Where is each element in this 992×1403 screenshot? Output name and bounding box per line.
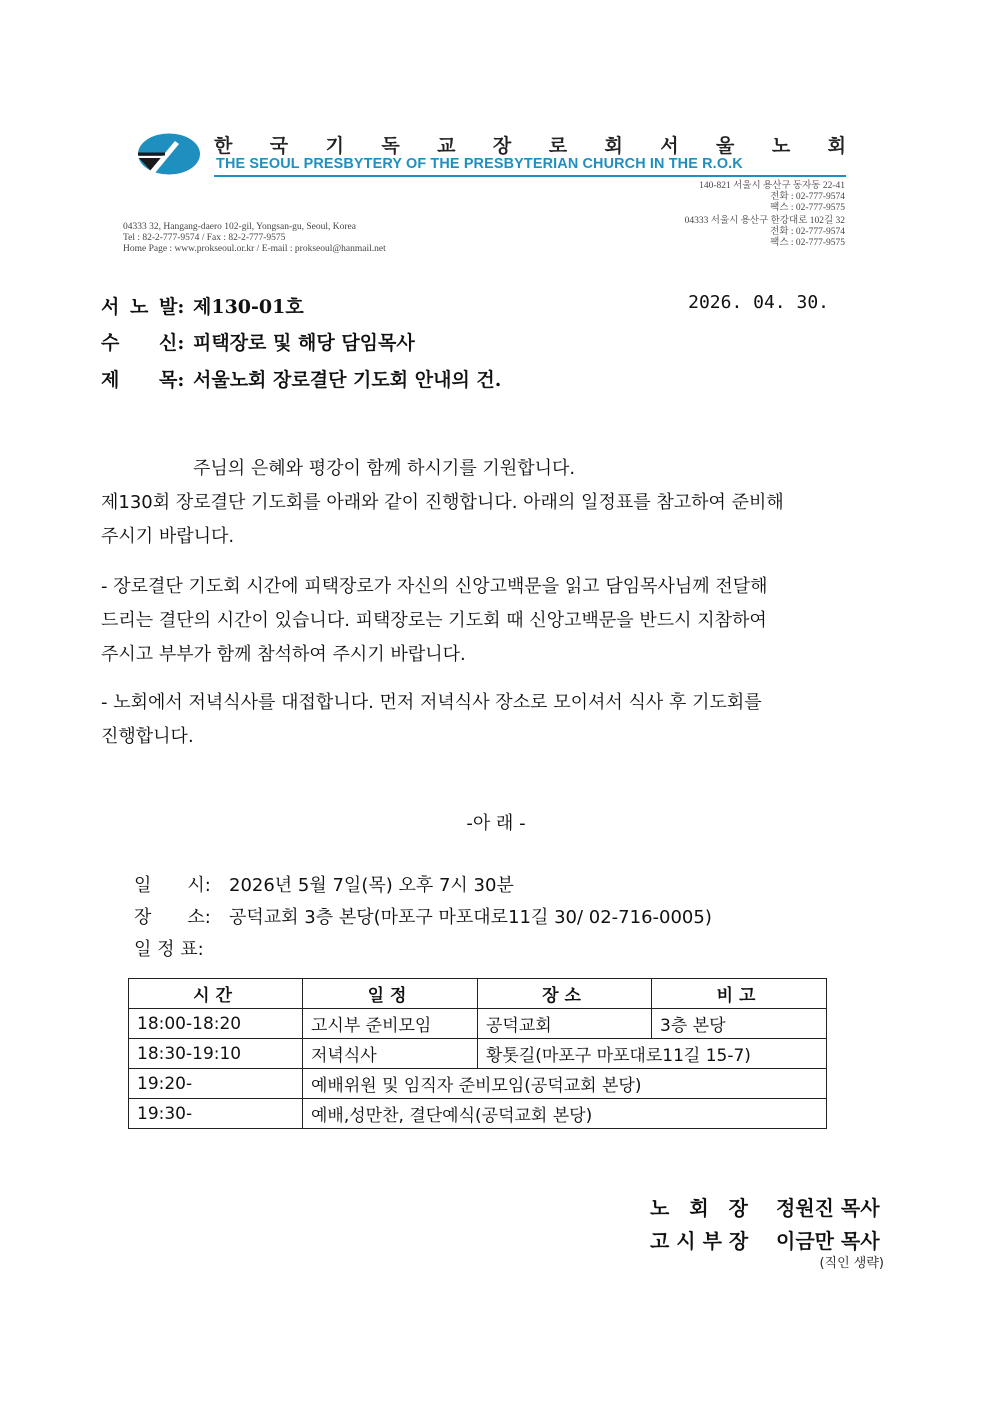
table-header-cell: 시간 — [129, 979, 303, 1009]
paragraph-dinner: - 노회에서 저녁식사를 대접합니다. 먼저 저녁식사 장소로 모이셔서 식사 후 기도회를 진행합니다. — [101, 692, 762, 747]
presbytery-logo-icon — [135, 133, 201, 175]
table-cell: 예배,성만찬, 결단예식(공덕교회 본당) — [303, 1099, 827, 1129]
table-cell: 공덕교회 — [478, 1009, 652, 1039]
address-new: 04333 서울시 용산구 한강대로 102길 32 전화 : 02-777-9574 팩스 : 02-777-9575 — [684, 216, 845, 248]
table-header-row — [129, 979, 827, 1009]
seal-omitted-note: (직인 생략) — [819, 1256, 884, 1271]
greeting: 주님의 은혜와 평강이 함께 하시기를 기원합니다. — [193, 458, 576, 479]
info-time: 일 시: 2026년 5월 7일(목) 오후 7시 30분 — [134, 875, 514, 896]
letterhead-divider — [214, 175, 846, 177]
paragraph-confession: - 장로결단 기도회 시간에 피택장로가 자신의 신앙고백문을 읽고 담임목사님께 전달해 드리는 결단의 시간이 있습니다. 피택장로는 기도회 때 신앙고백문을 반드시 지참하여 주시고 부부가 함께 참석하여 주시기 바랍니다. — [101, 576, 768, 665]
table-cell: 19:20- — [129, 1069, 303, 1099]
doc-number-label: 서 노 발: — [101, 296, 185, 318]
table-row — [129, 1099, 827, 1129]
table-header-cell: 장소 — [478, 979, 652, 1009]
schedule-table — [128, 978, 827, 1129]
table-row — [129, 1069, 827, 1099]
info-place: 장 소: 공덕교회 3층 본당(마포구 마포대로11길 30/ 02-716-0005) — [134, 907, 712, 928]
table-cell: 18:30-19:10 — [129, 1039, 303, 1069]
table-cell: 황톳길(마포구 마포대로11길 15-7) — [478, 1039, 827, 1069]
table-row — [129, 1039, 827, 1069]
table-cell: 저녁식사 — [303, 1039, 478, 1069]
doc-date: 2026. 04. 30. — [688, 292, 829, 313]
table-cell: 3층 본당 — [652, 1009, 827, 1039]
recipient: 수 신: 피택장로 및 해당 담임목사 — [101, 328, 415, 355]
address-old: 140-821 서울시 용산구 동자동 22-41 전화 : 02-777-9574 팩스 : 02-777-9575 — [699, 181, 845, 213]
table-cell: 19:30- — [129, 1099, 303, 1129]
subject: 제 목: 서울노회 장로결단 기도회 안내의 건. — [101, 365, 501, 392]
table-header-cell: 비고 — [652, 979, 827, 1009]
address-english: 04333 32, Hangang-daero 102-gil, Yongsan-gu, Seoul, Korea Tel : 82-2-777-9574 / Fax : 82-2-777-9575 Home Page : www.prokseoul.or.kr / E-mail : prokseoul@hanmail.net — [123, 222, 386, 254]
paragraph-intro: 제130회 장로결단 기도회를 아래와 같이 진행합니다. 아래의 일정표를 참고하여 준비해 주시기 바랍니다. — [101, 492, 784, 547]
signature-moderator: 노 회 장 정원진 목사 — [650, 1196, 880, 1220]
subject-label: 제 목: — [101, 369, 185, 391]
table-cell: 18:00-18:20 — [129, 1009, 303, 1039]
table-cell: 고시부 준비모임 — [303, 1009, 478, 1039]
org-name-korean: 한 국 기 독 교 장 로 회 서 울 노 회 — [214, 135, 846, 157]
signature-exam-chair: 고 시 부 장 이금만 목사 — [650, 1229, 880, 1253]
notice-heading: -아 래 - — [466, 813, 526, 834]
table-header-cell: 일정 — [303, 979, 478, 1009]
recipient-label: 수 신: — [101, 332, 185, 354]
org-name-english: THE SEOUL PRESBYTERY OF THE PRESBYTERIAN CHURCH IN THE R.O.K — [216, 156, 743, 172]
table-row — [129, 1009, 827, 1039]
table-cell: 예배위원 및 임직자 준비모임(공덕교회 본당) — [303, 1069, 827, 1099]
doc-number: 서 노 발: 제130-01호 — [101, 292, 304, 319]
info-schedule-label: 일 정 표: — [134, 939, 204, 960]
